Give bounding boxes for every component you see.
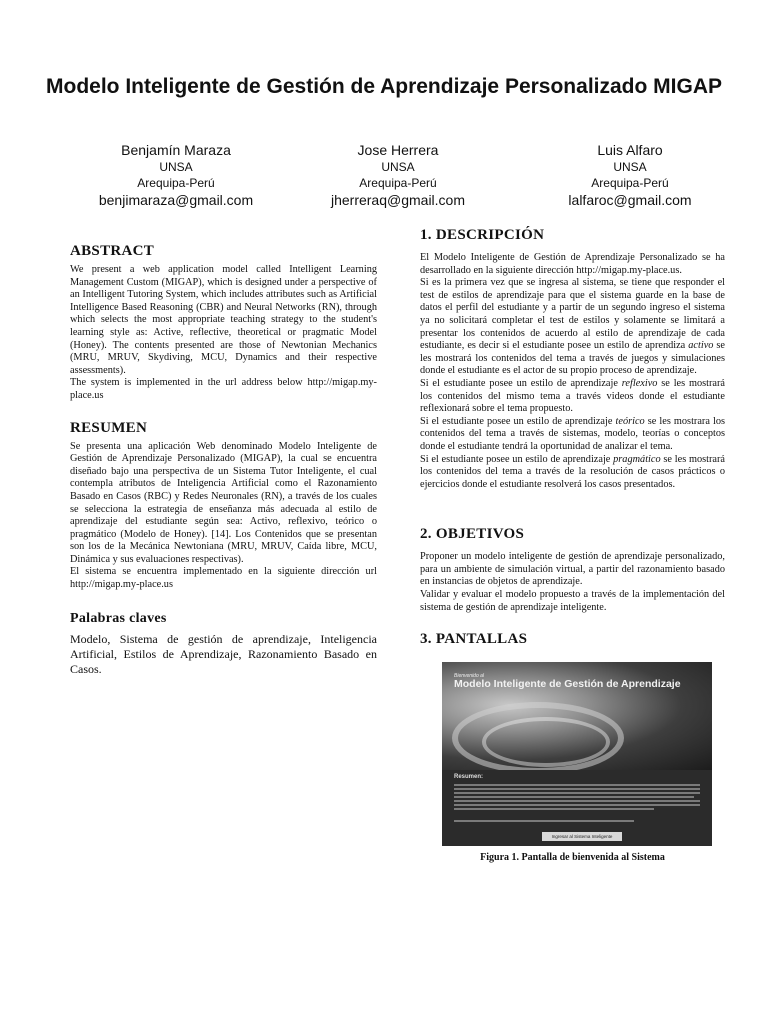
objetivos-paragraph-2: Validar y evaluar el modelo propuesto a través de la implementación del sistema de gestión de aprendizaje inteligente.	[420, 589, 725, 613]
resumen-url-paragraph: El sistema se encuentra implementado en la siguiente dirección url http://migap.my-place.us	[70, 566, 377, 591]
figure-resumen-label: Resumen:	[454, 774, 484, 781]
pantallas-heading: 3. PANTALLAS	[420, 631, 528, 648]
descripcion-paragraph-5	[420, 454, 725, 492]
figure-text-line	[454, 796, 694, 798]
author-block-2	[288, 141, 508, 209]
text-run: Si es la primera vez que se ingresa al sistema, se tiene que responder el test de estilos de aprendizaje para que el sistema guarde en la base de datos el perfil del estudiante y a partir de un segundo ingreso el sistema ya no solicitará completar el test de estilos y solamente se limitará a presentar los contenidos de acuerdo al estilo de aprendizaje de cada estudiante, es decir si el estudiante posee un estilo de aprendiza	[420, 277, 725, 352]
author-name: Benjamín Maraza	[121, 142, 231, 158]
figure-summary-panel	[442, 770, 712, 846]
figure-text-line	[454, 800, 700, 802]
italic-run: reflexivo	[621, 377, 658, 389]
figure-heading: Modelo Inteligente de Gestión de Aprendizaje	[454, 678, 681, 691]
welcome-screen-figure	[442, 662, 712, 846]
author-affiliation: UNSA	[159, 160, 193, 174]
text-run: se les mostrará los contenidos del mismo tema a través videos donde el estudiante reflexionará sobre el tema propuesto.	[420, 377, 726, 415]
author-email: lalfaroc@gmail.com	[568, 192, 692, 208]
figure-text-line	[454, 820, 634, 822]
author-affiliation: UNSA	[613, 160, 647, 174]
abstract-paragraph: We present a web application model called Intelligent Learning Management Custom (MIGAP), which is designed under a perspective of an Intelligent Tutoring System, which includes attributes such as Artificial Intelligence Based Reasoning (CBR) and Neural Networks (RN), through which selects the most appropriate teaching strategy to the student's learning style as: Active, reflective, theoretical or pragmatic Model (Honey). The contents presented are those of Newtonian Mechanics (MRU, MRUV, Skydiving, MCU, Dynamics and their respective assessments).	[70, 264, 377, 376]
figure-caption: Figura 1. Pantalla de bienvenida al Sistema	[480, 852, 665, 864]
author-location: Arequipa-Perú	[591, 176, 669, 190]
italic-run: pragmático	[613, 453, 661, 465]
abstract-heading: ABSTRACT	[70, 243, 155, 259]
author-location: Arequipa-Perú	[137, 176, 215, 190]
figure-text-line	[454, 788, 700, 790]
author-email: benjimaraza@gmail.com	[98, 192, 254, 208]
author-location: Arequipa-Perú	[359, 176, 437, 190]
author-block-1	[66, 141, 286, 209]
resumen-heading: RESUMEN	[70, 419, 148, 436]
text-run: Si el estudiante posee un estilo de aprendizaje	[420, 453, 614, 465]
descripcion-paragraph-4	[420, 416, 725, 454]
descripcion-heading: 1. DESCRIPCIÓN	[420, 227, 545, 243]
figure-text-line	[454, 804, 700, 806]
text-run: se les mostrará los contenidos del tema a través de la resolución de casos prácticos o ejercicios donde el estudiante resolverá los casos presentados.	[420, 453, 725, 490]
author-block-3	[520, 141, 740, 209]
author-email: jherreraq@gmail.com	[330, 192, 466, 208]
descripcion-paragraph-1: El Modelo Inteligente de Gestión de Aprendizaje Personalizado se ha desarrollado en la siguiente dirección http://migap.my-place.us.	[420, 252, 725, 276]
objetivos-paragraph-1: Proponer un modelo inteligente de gestión de aprendizaje personalizado, para un ambiente de simulación virtual, a partir del razonamiento basado en instancias de objetos de aprendizaje.	[420, 551, 725, 588]
keywords-text: Modelo, Sistema de gestión de aprendizaje, Inteligencia Artificial, Estilos de Aprendizaje, Razonamiento Basado en Casos.	[70, 631, 377, 676]
paper-title: Modelo Inteligente de Gestión de Aprendizaje Personalizado MIGAP	[46, 75, 722, 98]
italic-run: teórico	[615, 415, 645, 427]
abstract-url-paragraph: The system is implemented in the url address below http://migap.my-place.us	[70, 377, 377, 401]
figure-banner	[442, 662, 712, 770]
text-run: Si el estudiante posee un estilo de aprendizaje	[420, 415, 616, 427]
keywords-heading: Palabras claves	[70, 610, 167, 626]
figure-text-line	[454, 808, 654, 810]
text-run: se les mostrará los contenidos del tema a través de juegos y simulaciones donde el estudiante es el actor de su propio proceso de aprendizaje.	[420, 340, 725, 377]
author-name: Jose Herrera	[357, 142, 439, 158]
lens-ring-graphic	[482, 717, 610, 767]
objetivos-heading: 2. OBJETIVOS	[420, 526, 525, 543]
figure-text-line	[454, 784, 700, 786]
resumen-paragraph: Se presenta una aplicación Web denominado Modelo Inteligente de Gestión de Aprendizaje Personalizado (MIGAP), la cual se encuentra diseñado bajo una perspectiva de un Sistema Tutor Inteligente, el cual contempla atributos de Inteligencia Artificial como el Razonamiento Basado en Casos (RBC) y Redes Neuronales (RN), a través de los cuales se selecciona la estrategia de enseñanza más adecuada al estilo de aprendizaje del estudiante según sea: Activo, reflexivo, teórico o pragmático (Modelo de Honey). [14]. Los Contenidos que se presentan son los de la Mecánica Newtoniana (MRU, MRUV, Caída libre, MCU, Dinámica y sus evaluaciones respectivas).	[70, 440, 377, 565]
text-run: se les mostrara los contenidos del tema a través de sistemas, modelo, teorías o conceptos donde el estudiante tendrá la oportunidad de analizar el tema.	[420, 415, 726, 452]
left-column	[70, 242, 377, 677]
author-affiliation: UNSA	[381, 160, 415, 174]
right-column	[420, 226, 725, 863]
enter-system-button[interactable]: Ingresar al Sistema Inteligente	[542, 832, 622, 841]
text-run: Si el estudiante posee un estilo de aprendizaje	[420, 377, 622, 389]
author-name: Luis Alfaro	[597, 142, 663, 158]
descripcion-paragraph-2	[420, 277, 725, 378]
figure-text-line	[454, 792, 700, 794]
figure-small-text: Bienvenido al	[454, 673, 485, 680]
descripcion-paragraph-3	[420, 378, 725, 416]
italic-run: activo	[688, 340, 714, 352]
